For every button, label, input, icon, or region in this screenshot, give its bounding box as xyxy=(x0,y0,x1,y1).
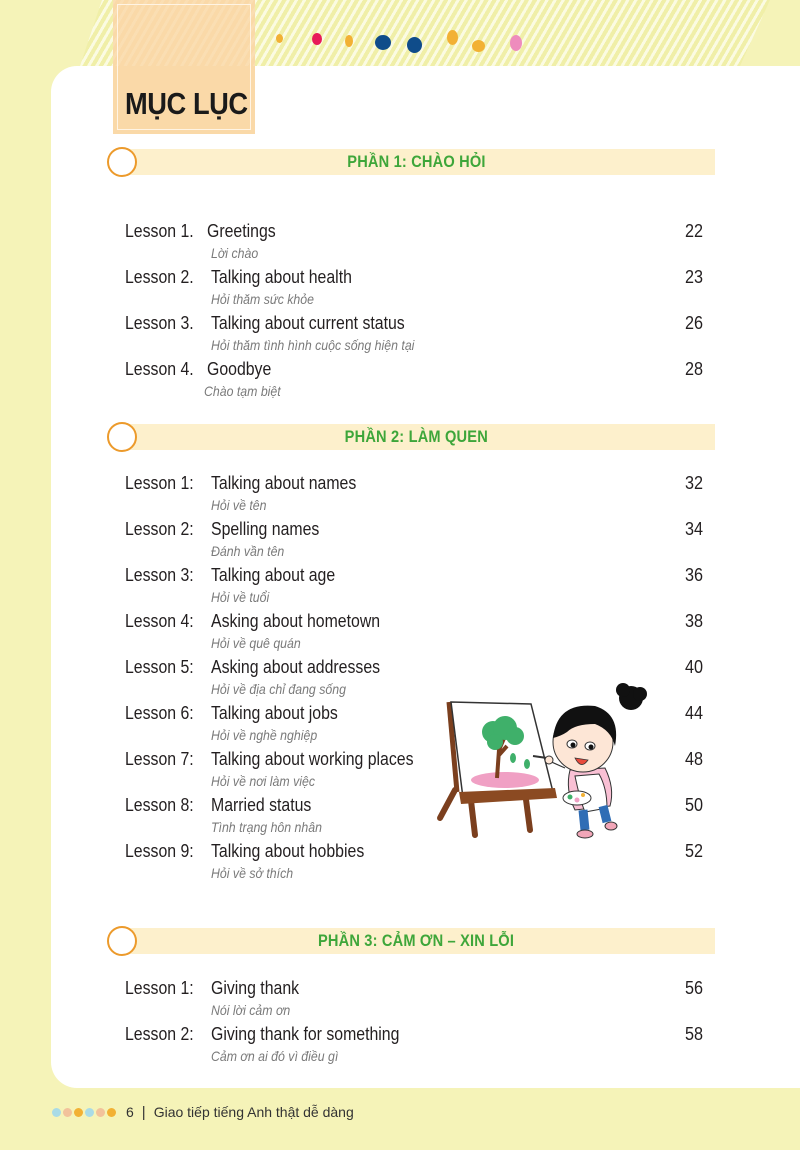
toc-entry[interactable] xyxy=(0,220,800,266)
lesson-title: Giving thank for something xyxy=(211,1024,400,1044)
lesson-title: Talking about names xyxy=(211,473,357,493)
title-box xyxy=(113,0,255,134)
page-number: 56 xyxy=(684,978,703,998)
lesson-subtitle: Lời chào xyxy=(211,245,259,261)
toc-entry[interactable] xyxy=(0,266,800,312)
lesson-subtitle: Cảm ơn ai đó vì điều gì xyxy=(211,1048,339,1064)
dot-icon xyxy=(107,1108,116,1117)
girl-painting-illustration xyxy=(435,680,660,845)
page-number: 38 xyxy=(684,611,703,631)
lesson-subtitle: Hỏi thăm sức khỏe xyxy=(211,291,314,307)
dot-icon xyxy=(85,1108,94,1117)
lesson-title: Asking about addresses xyxy=(211,657,381,677)
lesson-number: Lesson 1: xyxy=(125,473,194,493)
footer-page-number: 6 xyxy=(126,1104,134,1120)
page-number: 50 xyxy=(684,795,703,815)
section-header-3 xyxy=(107,926,715,956)
dot-icon xyxy=(510,35,522,51)
toc-entry[interactable] xyxy=(0,564,800,610)
dot-icon xyxy=(375,35,391,50)
page-number: 48 xyxy=(684,749,703,769)
toc-entry[interactable] xyxy=(0,312,800,358)
lesson-number: Lesson 1: xyxy=(125,978,194,998)
lesson-number: Lesson 6: xyxy=(125,703,194,723)
lesson-title: Married status xyxy=(211,795,312,815)
lesson-subtitle: Hỏi thăm tình hình cuộc sống hiện tại xyxy=(211,337,415,353)
dot-icon xyxy=(276,34,283,43)
page-number: 52 xyxy=(684,841,703,861)
page-footer xyxy=(52,1102,354,1122)
dot-icon xyxy=(74,1108,83,1117)
page-number: 32 xyxy=(684,473,703,493)
toc-entry[interactable] xyxy=(0,702,800,748)
toc-entry[interactable] xyxy=(0,656,800,702)
page-number: 34 xyxy=(684,519,703,539)
toc-entry[interactable] xyxy=(0,358,800,404)
lesson-number: Lesson 1. xyxy=(125,221,194,241)
dot-icon xyxy=(407,37,422,53)
lesson-subtitle: Đánh vần tên xyxy=(211,543,285,559)
page-number: 36 xyxy=(684,565,703,585)
toc-entry[interactable] xyxy=(0,748,800,794)
lesson-title: Giving thank xyxy=(211,978,300,998)
lesson-number: Lesson 3. xyxy=(125,313,194,333)
page-number: 40 xyxy=(684,657,703,677)
lesson-subtitle: Hỏi về nơi làm việc xyxy=(211,773,315,789)
lesson-number: Lesson 7: xyxy=(125,749,194,769)
lesson-number: Lesson 4: xyxy=(125,611,194,631)
dot-icon xyxy=(472,40,485,52)
lesson-title: Talking about current status xyxy=(211,313,405,333)
page-title: MỤC LỤC xyxy=(125,86,248,121)
section-header-1 xyxy=(107,147,715,177)
toc-entry[interactable] xyxy=(0,610,800,656)
page-number: 22 xyxy=(684,221,703,241)
section-title: PHẦN 2: LÀM QUEN xyxy=(344,427,488,446)
lesson-number: Lesson 4. xyxy=(125,359,194,379)
toc-entry[interactable] xyxy=(0,1023,800,1069)
section-header-2 xyxy=(107,422,715,452)
dot-icon xyxy=(63,1108,72,1117)
dot-icon xyxy=(447,30,458,45)
page-number: 28 xyxy=(684,359,703,379)
footer-dots xyxy=(52,1108,116,1117)
lesson-title: Talking about age xyxy=(211,565,336,585)
lesson-number: Lesson 2. xyxy=(125,267,194,287)
lesson-title: Asking about hometown xyxy=(211,611,381,631)
lesson-number: Lesson 2: xyxy=(125,1024,194,1044)
lesson-subtitle: Chào tạm biệt xyxy=(204,383,281,399)
section-title: PHẦN 3: CẢM ƠN – XIN LỖI xyxy=(317,931,515,950)
page-number: 23 xyxy=(684,267,703,287)
toc-entry[interactable] xyxy=(0,977,800,1023)
dot-icon xyxy=(312,33,322,45)
lesson-title: Talking about jobs xyxy=(211,703,338,723)
lesson-number: Lesson 2: xyxy=(125,519,194,539)
footer-book-title: Giao tiếp tiếng Anh thật dễ dàng xyxy=(153,1104,354,1120)
toc-entry[interactable] xyxy=(0,472,800,518)
lesson-subtitle: Hỏi về địa chỉ đang sống xyxy=(211,681,346,697)
lesson-number: Lesson 8: xyxy=(125,795,194,815)
lesson-number: Lesson 5: xyxy=(125,657,194,677)
lesson-number: Lesson 3: xyxy=(125,565,194,585)
lesson-title: Greetings xyxy=(207,221,276,241)
lesson-subtitle: Hỏi về tên xyxy=(211,497,267,513)
page-number: 44 xyxy=(684,703,703,723)
lesson-subtitle: Nói lời cảm ơn xyxy=(211,1002,291,1018)
page-number: 58 xyxy=(684,1024,703,1044)
lesson-subtitle: Hỏi về sở thích xyxy=(211,865,294,881)
footer-separator: | xyxy=(141,1103,146,1121)
dot-icon xyxy=(345,35,353,47)
lesson-number: Lesson 9: xyxy=(125,841,194,861)
lesson-subtitle: Hỏi về nghề nghiệp xyxy=(211,727,318,743)
lesson-title: Spelling names xyxy=(211,519,320,539)
toc-entry[interactable] xyxy=(0,518,800,564)
lesson-subtitle: Tình trạng hôn nhân xyxy=(211,819,322,835)
dot-icon xyxy=(52,1108,61,1117)
toc-entry[interactable] xyxy=(0,840,800,886)
lesson-subtitle: Hỏi về quê quán xyxy=(211,635,301,651)
dot-icon xyxy=(96,1108,105,1117)
page-number: 26 xyxy=(684,313,703,333)
lesson-title: Talking about hobbies xyxy=(211,841,365,861)
section-title: PHẦN 1: CHÀO HỎI xyxy=(346,152,486,171)
toc-entry[interactable] xyxy=(0,794,800,840)
lesson-title: Talking about health xyxy=(211,267,352,287)
lesson-subtitle: Hỏi về tuổi xyxy=(211,589,270,605)
lesson-title: Goodbye xyxy=(207,359,272,379)
lesson-title: Talking about working places xyxy=(211,749,414,769)
